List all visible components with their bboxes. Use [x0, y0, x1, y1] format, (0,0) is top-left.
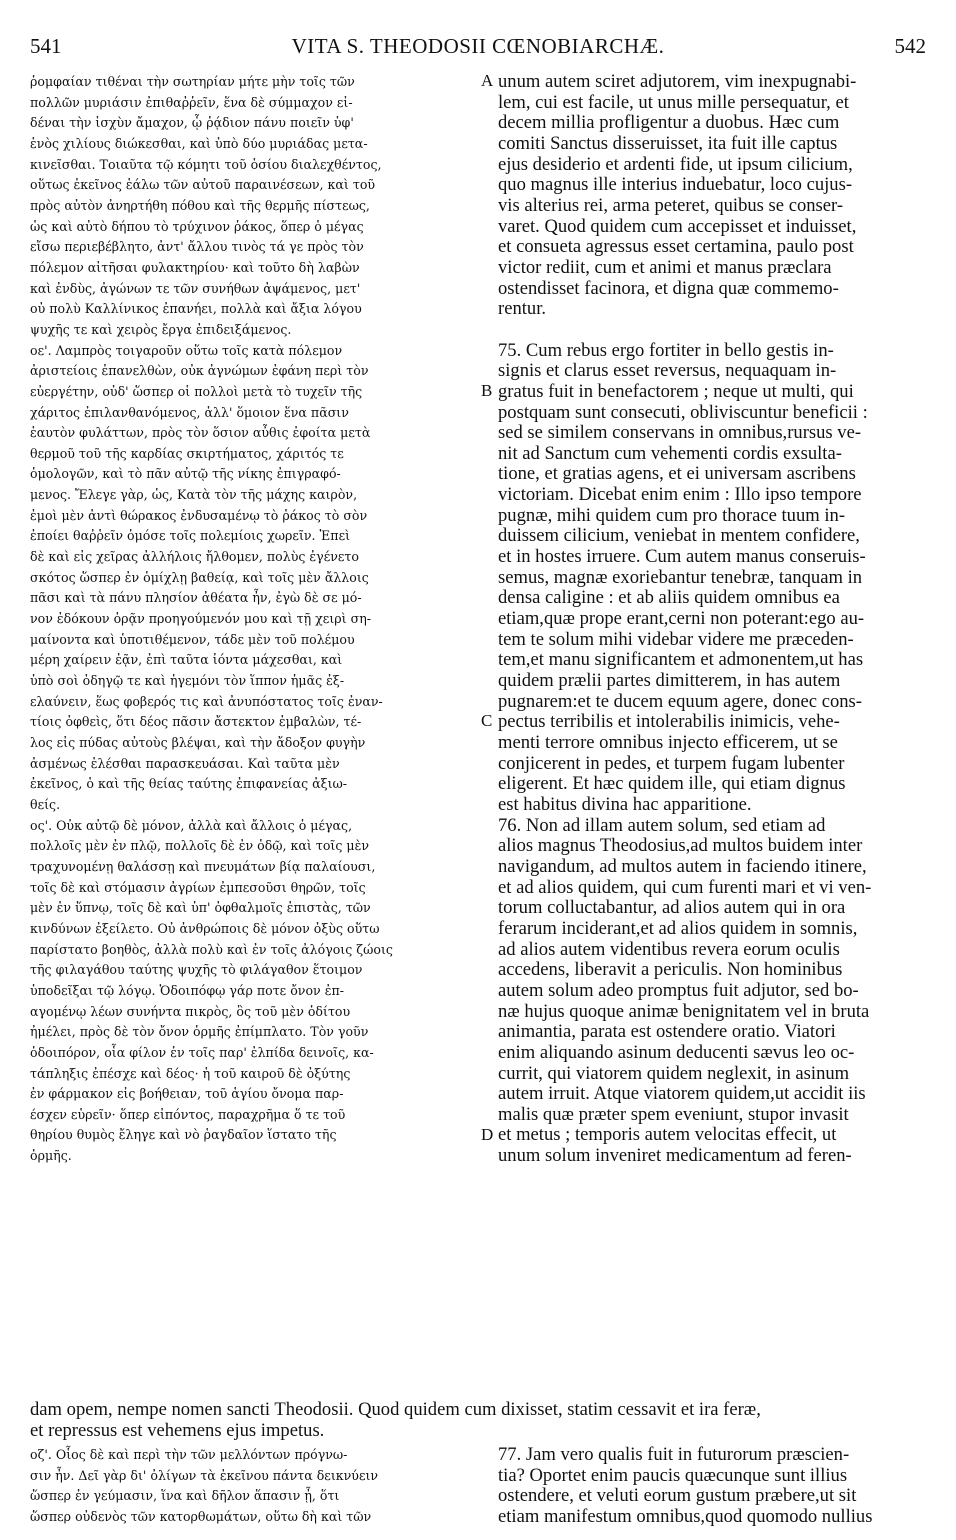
- latin-text-line: densa caligine : et ab aliis quidem omnibus ea: [498, 588, 840, 609]
- page-number-right: 542: [894, 34, 926, 58]
- margin-letter-c: C: [481, 711, 493, 730]
- greek-text-line: ἐμοὶ μὲν ἀντὶ θώρακος ἐνδυσαμένῳ τὸ ῥάκος τὸ σὸν: [30, 507, 368, 523]
- greek-text-line: οζ'. Οἷος δὲ καὶ περὶ τὴν τῶν μελλόντων πρόγνω-: [30, 1447, 348, 1462]
- greek-text-line: παρίστατο βοηθὸς, ἀλλὰ πολὺ καὶ ἐν τοῖς ἀλόγοις ζώοις: [30, 941, 393, 957]
- latin-text-line: victor rediit, cum et animi et manus præclara: [498, 257, 832, 278]
- latin-text-line: et metus ; temporis autem velocitas effecit, ut: [498, 1125, 837, 1146]
- latin-text-line: ostendisset facinora, et digna quæ commemo-: [498, 278, 839, 299]
- margin-letter-b: B: [481, 381, 493, 400]
- latin-text-line: torum colluctabantur, ad alios autem qui in ora: [498, 898, 846, 919]
- margin-letter-a: A: [481, 71, 494, 90]
- greek-text-line: δέναι τὴν ἰσχὺν ἄμαχον, ᾧ ῥᾴδιον πάνυ ποιεῖν ὑφ': [30, 115, 354, 131]
- latin-column: [498, 72, 930, 1167]
- greek-text-line: μὲν ἐν ὕπνῳ, τοῖς δὲ καὶ ὑπ' ὀφθαλμοῖς ἐπιστὰς, τῶν: [30, 900, 371, 916]
- latin-text-line: et consueta agressus esset certamina, paulo post: [498, 237, 854, 258]
- latin-text-line: accedens, liberavit a periculis. Non hominibus: [498, 960, 843, 981]
- greek-text-line: ἐποίει θαῤῥεῖν ὁμόσε τοῖς πολεμίοις χωρεῖν. Ἐπεὶ: [30, 528, 351, 544]
- latin-text-line: etiam manifestum omnibus,quod quomodo nullius: [498, 1506, 873, 1527]
- greek-text-line: θερμοῦ τοῦ τῆς καρδίας σκιρτήματος, χάριτός τε: [30, 445, 344, 461]
- greek-text-line: ὑποδεῖξαι τῷ λόγῳ. Ὁδοιπόφῳ γάρ ποτε ὄνον ἐπ-: [30, 982, 344, 998]
- greek-text-line: πρὸς αὐτὸν ἀνηρτήθη πόθου καὶ τῆς θερμῆς πίστεως,: [30, 197, 370, 213]
- latin-text-line: ad alios autem videntibus revera eorum oculis: [498, 939, 840, 960]
- latin-text-line: 76. Non ad illam autem solum, sed etiam ad: [498, 815, 826, 836]
- greek-text-line: τάπληξις ἐπέσχε καὶ δέος· ἡ τοῦ καιροῦ δὲ ὀξύτης: [30, 1065, 351, 1081]
- greek-text-line: εὐεργέτην, οὐδ' ὥσπερ οἱ πολλοὶ μετὰ τὸ τυχεῖν τῆς: [30, 383, 363, 399]
- latin-text-line: et in hostes irruere. Cum autem manus conseruis-: [498, 547, 866, 568]
- greek-text-line: ὁμολογῶν, καὶ τὸ πᾶν αὐτῷ τῆς νίκης ἐπιγραφό-: [30, 466, 341, 482]
- latin-text-line: tem,et manu significantem et admonentem,ut has: [498, 650, 864, 671]
- latin-text-line: duissem cilicium, veniebat in mentem confidere,: [498, 526, 860, 547]
- latin-text-line: næ hujus quoque animæ benignitatem vel in bruta: [498, 1001, 870, 1022]
- latin-text-line: nit ad Sanctum cum vehementi cordis exsulta-: [498, 443, 842, 464]
- latin-text-line: ferarum inciderant,et ad alios quidem in somnis,: [498, 918, 858, 939]
- greek-text-line: ῥομφαίαν τιθέναι τὴν σωτηρίαν μήτε μὴν τοῖς τῶν: [30, 74, 355, 89]
- latin-text-line: menti terrore omnibus injecto efficerem, ut se: [498, 733, 838, 753]
- latin-text-line: est habitus divina hac apparitione.: [498, 794, 752, 815]
- greek-column-bottom: [30, 1445, 480, 1528]
- latin-text-line: 77. Jam vero qualis fuit in futurorum præscien-: [498, 1445, 850, 1465]
- latin-text-line: autem irruit. Atque viatorem quidem,ut accidit iis: [498, 1084, 866, 1105]
- greek-text-line: ὁδοιπόρον, οἷα φίλον ἐν τοῖς παρ' ἐλπίδα δεινοῖς, κα-: [30, 1044, 374, 1060]
- latin-text-line: tem te solum mihi videbar videre me præceden-: [498, 629, 854, 650]
- greek-text-line: θηρίου θυμὸς ἔληγε καὶ νὸ ῥαγδαῖον ἵστατο τῆς: [30, 1127, 337, 1143]
- greek-text-line: ὑπὸ σοὶ ὁδηγῷ τε καὶ ἡγεμόνι τὸν ἵππον ἡμᾶς ἐξ-: [30, 673, 345, 689]
- margin-letter-d: D: [481, 1125, 494, 1144]
- greek-column: [30, 72, 480, 1167]
- greek-text-line: τραχυνομένῃ θαλάσσῃ καὶ πνευμάτων βίᾳ παλαίουσι,: [30, 858, 376, 874]
- greek-text-line: ελαύνειν, ἕως φοβερός τις καὶ ἀνυπόστατος τοῖς ἐναν-: [30, 693, 383, 709]
- latin-text-line: alios magnus Theodosius,ad multos buidem inter: [498, 836, 863, 857]
- greek-text-line: δὲ καὶ εἰς χεῖρας ἀλλήλοις ἤλθομεν, πολὺς ἐγένετο: [30, 549, 359, 565]
- latin-text-line: sed se similem conservans in omnibus,rursus ve-: [498, 423, 862, 444]
- greek-text-line: τῆς φιλαγάθου ταύτης ψυχῆς τὸ φιλάγαθον ἕτοιμον: [30, 962, 363, 978]
- latin-text-line: unum solum inveniret medicamentum ad feren-: [498, 1146, 852, 1167]
- greek-text-line: καὶ ἐνδὺς, ἀγώνων τε τῶν συνήθων ἀψάμενος, μετ': [30, 280, 361, 296]
- latin-text-line: pectus terribilis et intolerabilis inimicis, vehe-: [498, 712, 840, 733]
- latin-text-line: tia? Oportet enim paucis quæcunque sunt illius: [498, 1465, 848, 1486]
- greek-text-line: οὐ πολὺ Καλλίνικος ἐπανήει, πολλὰ καὶ ἄξια λόγου: [30, 301, 362, 317]
- latin-text-line: [498, 320, 930, 341]
- greek-text-line: κινεῖσθαι. Τοιαῦτα τῷ κόμητι τοῦ ὁσίου διαλεχθέντος,: [30, 156, 382, 172]
- latin-text-line: signis et clarus esset reversus, nequaquam in-: [498, 361, 837, 382]
- greek-text-line: κινδύνων ἐξείλετο. Οὐ ἀνθρώποις δὲ μόνον ὀξὺς οὕτω: [30, 920, 380, 936]
- latin-text-line: ostendere, et veluti eorum gustum præbere,ut sit: [498, 1486, 857, 1507]
- latin-text-line: vis alterius rei, arma peteret, quibus se conser-: [498, 195, 844, 216]
- greek-text-line: πολλοῖς μὲν ἐν πλῷ, πολλοῖς δὲ ἐν ὁδῷ, καὶ τοῖς μὲν: [30, 838, 370, 854]
- latin-text-line: tione, et gratias agens, et ei universam ascribens: [498, 464, 856, 485]
- greek-text-line: ὥσπερ οὐδενὸς τῶν κατορθωμάτων, οὕτω δὴ καὶ τῶν: [30, 1508, 372, 1524]
- latin-text-line: postquam sunt consecuti, obliviscuntur beneficii :: [498, 402, 868, 423]
- greek-text-line: ἀσμένως ἑλέσθαι παρασκευάσαι. Καὶ ταῦτα μὲν: [30, 755, 340, 771]
- greek-text-line: πολλῶν μυριάσιν ἐπιθαῤῥεῖν, ἕνα δὲ σύμμαχον εἰ-: [30, 94, 353, 110]
- greek-text-line: ἑνὸς χιλίους διώκεσθαι, καὶ ὑπὸ δύο μυριάδας μετα-: [30, 135, 368, 151]
- latin-text-line: animantia, parata est ostendere oratio. Viatori: [498, 1022, 836, 1043]
- page-number-left: 541: [30, 34, 62, 58]
- latin-text-line: unum autem sciret adjutorem, vim inexpugnabi-: [498, 72, 857, 92]
- greek-text-line: ἐν φάρμακον εἰς βοήθειαν, τοῦ ἁγίου ὄνομα παρ-: [30, 1086, 344, 1102]
- latin-text-line: gratus fuit in benefactorem ; neque ut multi, qui: [498, 381, 854, 402]
- greek-text-line: θείς.: [30, 796, 61, 812]
- latin-text-line: lem, cui est facile, ut unus mille persequatur, et: [498, 92, 849, 113]
- latin-text-line: semus, magnæ exoriebantur tenebræ, tanquam in: [498, 567, 863, 588]
- latin-text-line: navigandum, ad multos autem in faciendo itinere,: [498, 856, 867, 877]
- latin-text-line: enim aliquando asinum deducenti sævus leo oc-: [498, 1042, 855, 1063]
- greek-text-line: νον ἐδόκουν ὁρᾷν προηγούμενόν μου καὶ τῇ χειρὶ ση-: [30, 611, 372, 627]
- greek-text-line: λος εἰς πύδας αὐτοὺς βλέψαι, καὶ τὴν ἄδοξον φυγὴν: [30, 735, 366, 750]
- greek-text-line: ἐκεῖνος, ὁ καὶ τῆς θείας ταύτης ἐπιφανείας ἀξιω-: [30, 776, 348, 792]
- greek-text-line: χάριτος ἐπιλανθανόμενος, ἀλλ' ὅμοιον ἕνα πᾶσιν: [30, 404, 349, 420]
- greek-text-line: πᾶσι καὶ τὰ πάνυ πλησίον ἀθέατα ἦν, ἐγὼ δὲ σε μό-: [30, 590, 362, 606]
- latin-text-line: quo magnus ille interius induebatur, loco cujus-: [498, 175, 853, 196]
- latin-text-line: quidem prælii partes dimitterem, in has autem: [498, 671, 841, 692]
- latin-text-line: eligerent. Et hæc quidem ille, qui etiam dignus: [498, 774, 846, 795]
- greek-text-line: μαίνοντα καὶ ὑποτιθέμενον, τάδε μὲν τοῦ πολέμου: [30, 631, 355, 647]
- latin-text-line: varet. Quod quidem cum accepisset et induisset,: [498, 216, 857, 237]
- greek-text-line: τοῖς δὲ καὶ στόμασιν ἀγρίων ἐμπεσοῦσι θηρῶν, τοῖς: [30, 879, 366, 895]
- greek-text-line: ὁρμῆς.: [30, 1148, 72, 1164]
- latin-text-line: decem millia profligentur a duobus. Hæc cum: [498, 113, 840, 134]
- greek-text-line: ὥσπερ ἐν γεύμασιν, ἵνα καὶ δῆλον ἅπασιν ᾖ, ὅτι: [30, 1488, 340, 1504]
- greek-text-line: σιν ἦν. Δεῖ γὰρ δι' ὀλίγων τὰ ἐκεῖνου πάντα δεικνύειν: [30, 1467, 379, 1483]
- running-title: VITA S. THEODOSII CŒNOBIARCHÆ.: [291, 34, 665, 58]
- greek-text-line: αγομένῳ λέων συνήντα πικρὸς, ὃς τοῦ μὲν ὁδίτου: [30, 1003, 351, 1019]
- latin-text-line: rentur.: [498, 299, 547, 320]
- latin-text-line: autem solum adeo promptus fuit adjutor, sed bo-: [498, 980, 859, 1001]
- running-header: [30, 34, 926, 64]
- latin-text-line: pugnarem:et te ducem equum agere, donec cons-: [498, 691, 862, 712]
- greek-text-line: έσχεν εὑρεῖν· ὅπερ εἰπόντος, παραχρῆμα ὅ τε τοῦ: [30, 1106, 346, 1122]
- latin-text-line: malis quæ præter spem eveniunt, stupor invasit: [498, 1104, 849, 1125]
- greek-text-line: μέρη χαίρειν ἐᾷν, ἐπὶ ταῦτα ἰόντα μάχεσθαι, καὶ: [30, 652, 343, 668]
- latin-text-line: victoriam. Dicebat enim enim : Illo ipso tempore: [498, 485, 862, 506]
- greek-text-line: ὡς καὶ αὐτὸ δήπου τὸ τρύχινον ῥάκος, ὅπερ ὁ μέγας: [30, 218, 364, 234]
- latin-text-line: comiti Sanctus disseruisset, ita fuit ille captus: [498, 133, 838, 154]
- greek-text-line: πόλεμον αἰτῆσαι φυλακτηρίου· καὶ τοῦτο δὴ λαβὼν: [30, 259, 360, 275]
- greek-text-line: σκότος ὥσπερ ἐν ὁμίχλῃ βαθείᾳ, καὶ τοῖς μὲν ἄλλοις: [30, 569, 369, 585]
- latin-text-line: pugnæ, mihi quidem cum pro thorace tuum in-: [498, 505, 846, 526]
- wide-text-line: dam opem, nempe nomen sancti Theodosii. Quod quidem cum dixisset, statim cessavit et ira feræ,: [30, 1400, 761, 1420]
- latin-text-line: et ad alios quidem, qui cum furenti mari et vi ven-: [498, 877, 872, 898]
- latin-text-line: conjicerent in pedes, et turpem fugam lubenter: [498, 753, 845, 774]
- greek-text-line: τίοις ὀφθεὶς, ὅτι δέος πᾶσιν ἄστεκτον ἐμβαλὼν, τέ-: [30, 714, 362, 730]
- latin-text-line: etiam,quæ prope erant,cerni non poterant:ego au-: [498, 609, 865, 630]
- wide-text-line: et repressus est vehemens ejus impetus.: [30, 1420, 325, 1441]
- greek-text-line: ἑαυτὸν φυλάττων, πρὸς τὸν ὅσιον αὖθις ἐφοίτα μετὰ: [30, 425, 371, 441]
- greek-text-line: ψυχῆς τε καὶ χειρὸς ἔργα ἐπιδειξάμενος.: [30, 321, 292, 337]
- greek-text-line: οε'. Λαμπρὸς τοιγαροῦν οὕτω τοῖς κατὰ πόλεμον: [30, 342, 343, 358]
- greek-text-line: ἀριστείοις ἐπανελθὼν, οὐκ ἀγνώμων ἐφάνη περὶ τὸν: [30, 363, 369, 379]
- greek-text-line: μενος. Ἔλεγε γὰρ, ὡς, Κατὰ τὸν τῆς μάχης καιρὸν,: [30, 487, 358, 503]
- greek-text-line: ος'. Οὐκ αὐτῷ δὲ μόνον, ἀλλὰ καὶ ἄλλοις ὁ μέγας,: [30, 817, 353, 833]
- greek-text-line: οὕτως ἐκεῖνος ἑάλω τῶν αὐτοῦ παραινέσεων, καὶ τοῦ: [30, 177, 376, 193]
- greek-text-line: ἠμέλει, πρὸς δὲ τὸν ὄνον ὁρμῆς ἐπίμπλατο. Τὸν γοῦν: [30, 1024, 369, 1040]
- greek-text-line: εἴσω περιεβέβλητο, ἀντ' ἄλλου τινὸς τά γε πρὸς τὸν: [30, 239, 364, 255]
- latin-column-bottom: [498, 1445, 930, 1528]
- latin-text-line: currit, qui viatorem quidem neglexit, in asinum: [498, 1063, 850, 1084]
- latin-text-line: 75. Cum rebus ergo fortiter in bello gestis in-: [498, 340, 834, 361]
- full-width-continuation: [30, 1400, 930, 1441]
- latin-text-line: ejus desiderio et ardenti fide, ut ipsum cilicium,: [498, 154, 853, 175]
